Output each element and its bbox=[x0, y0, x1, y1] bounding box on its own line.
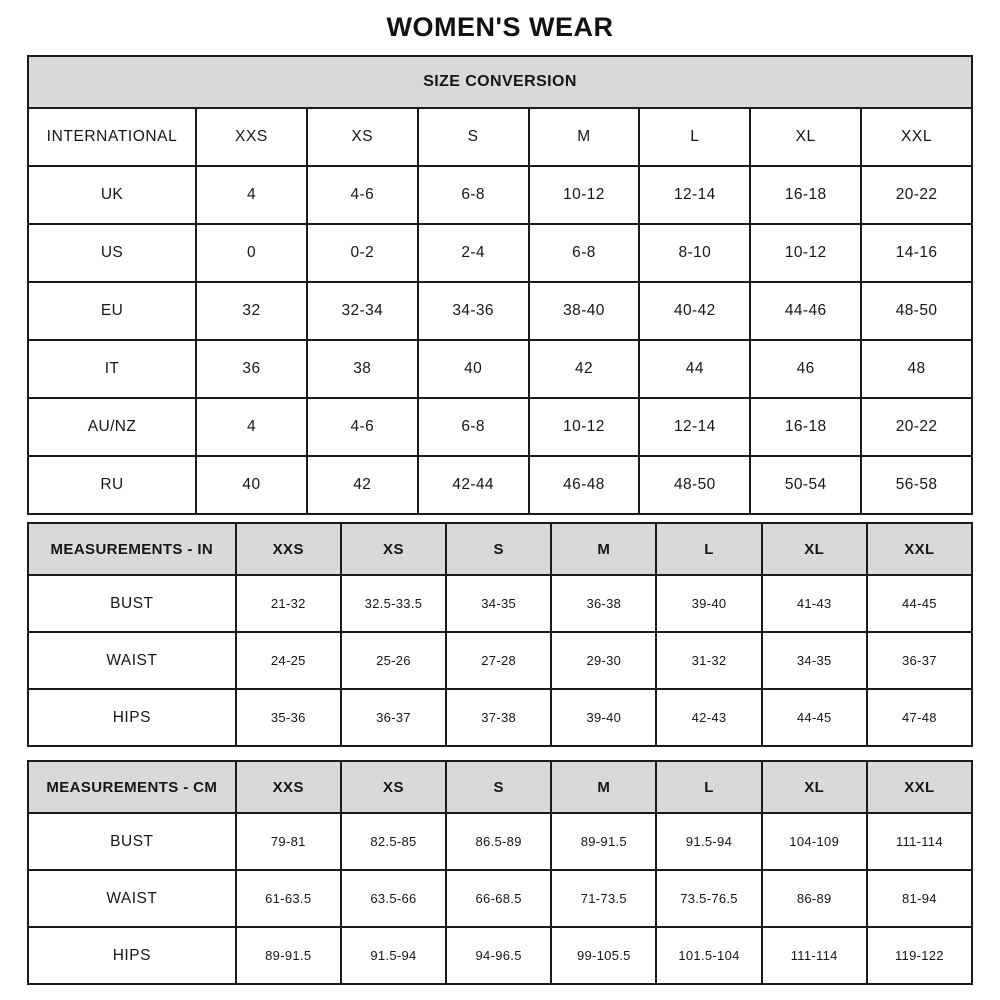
size-value: 42 bbox=[307, 456, 418, 514]
size-value: 20-22 bbox=[861, 166, 972, 224]
size-value: 44-46 bbox=[750, 282, 861, 340]
size-conversion-header: SIZE CONVERSION bbox=[28, 56, 972, 108]
measurement-value: 31-32 bbox=[656, 632, 761, 689]
measurement-value: 25-26 bbox=[341, 632, 446, 689]
size-value: 40 bbox=[418, 340, 529, 398]
measurements-in-table bbox=[27, 522, 973, 747]
column-header-xxs: XXS bbox=[236, 523, 341, 575]
row-label: WAIST bbox=[28, 632, 236, 689]
row-label: US bbox=[28, 224, 196, 282]
column-header-s: S bbox=[446, 523, 551, 575]
size-value: 38-40 bbox=[529, 282, 640, 340]
size-value: 44 bbox=[639, 340, 750, 398]
column-header-xxs: XXS bbox=[196, 108, 307, 166]
measurement-value: 89-91.5 bbox=[236, 927, 341, 984]
measurement-value: 47-48 bbox=[867, 689, 972, 746]
table-row-ru bbox=[28, 456, 972, 514]
measurement-value: 81-94 bbox=[867, 870, 972, 927]
table-row-aunz bbox=[28, 398, 972, 456]
measurement-value: 111-114 bbox=[867, 813, 972, 870]
size-value: 10-12 bbox=[750, 224, 861, 282]
measurement-value: 89-91.5 bbox=[551, 813, 656, 870]
measurement-value: 41-43 bbox=[762, 575, 867, 632]
size-value: 6-8 bbox=[418, 166, 529, 224]
column-header-xxl: XXL bbox=[867, 761, 972, 813]
measurement-value: 94-96.5 bbox=[446, 927, 551, 984]
page-title: WOMEN'S WEAR bbox=[386, 12, 614, 42]
measurement-value: 36-38 bbox=[551, 575, 656, 632]
column-header-xxl: XXL bbox=[861, 108, 972, 166]
measurement-value: 34-35 bbox=[446, 575, 551, 632]
size-value: 4-6 bbox=[307, 398, 418, 456]
measurement-value: 66-68.5 bbox=[446, 870, 551, 927]
table-row-waist bbox=[28, 632, 972, 689]
measurement-value: 35-36 bbox=[236, 689, 341, 746]
measurement-value: 36-37 bbox=[867, 632, 972, 689]
measurement-value: 91.5-94 bbox=[656, 813, 761, 870]
column-header-xl: XL bbox=[762, 523, 867, 575]
row-label: WAIST bbox=[28, 870, 236, 927]
size-value: 4-6 bbox=[307, 166, 418, 224]
column-header-row bbox=[28, 108, 972, 166]
row-label: EU bbox=[28, 282, 196, 340]
column-header-l: L bbox=[639, 108, 750, 166]
table-row-us bbox=[28, 224, 972, 282]
measurement-value: 111-114 bbox=[762, 927, 867, 984]
measurements-cm-header: MEASUREMENTS - CM bbox=[28, 761, 236, 813]
size-value: 10-12 bbox=[529, 166, 640, 224]
size-value: 32 bbox=[196, 282, 307, 340]
table-banner-row bbox=[28, 56, 972, 108]
measurement-value: 34-35 bbox=[762, 632, 867, 689]
size-value: 48-50 bbox=[639, 456, 750, 514]
size-value: 0-2 bbox=[307, 224, 418, 282]
column-header-xs: XS bbox=[307, 108, 418, 166]
measurement-value: 79-81 bbox=[236, 813, 341, 870]
column-header-row bbox=[28, 761, 972, 813]
size-value: 4 bbox=[196, 398, 307, 456]
size-value: 10-12 bbox=[529, 398, 640, 456]
size-value: 12-14 bbox=[639, 398, 750, 456]
column-header-row bbox=[28, 523, 972, 575]
size-value: 48 bbox=[861, 340, 972, 398]
column-header-s: S bbox=[418, 108, 529, 166]
measurement-value: 119-122 bbox=[867, 927, 972, 984]
measurement-value: 36-37 bbox=[341, 689, 446, 746]
measurement-value: 42-43 bbox=[656, 689, 761, 746]
size-value: 2-4 bbox=[418, 224, 529, 282]
size-value: 4 bbox=[196, 166, 307, 224]
measurement-value: 99-105.5 bbox=[551, 927, 656, 984]
row-label: BUST bbox=[28, 813, 236, 870]
measurement-value: 39-40 bbox=[551, 689, 656, 746]
size-value: 46-48 bbox=[529, 456, 640, 514]
size-value: 50-54 bbox=[750, 456, 861, 514]
table-row-eu bbox=[28, 282, 972, 340]
measurement-value: 27-28 bbox=[446, 632, 551, 689]
table-row-bust bbox=[28, 813, 972, 870]
measurement-value: 101.5-104 bbox=[656, 927, 761, 984]
column-header-m: M bbox=[551, 523, 656, 575]
size-conversion-table bbox=[27, 55, 973, 515]
size-value: 42-44 bbox=[418, 456, 529, 514]
size-value: 32-34 bbox=[307, 282, 418, 340]
column-header-xs: XS bbox=[341, 523, 446, 575]
size-value: 34-36 bbox=[418, 282, 529, 340]
table-row-uk bbox=[28, 166, 972, 224]
size-value: 8-10 bbox=[639, 224, 750, 282]
row-label: HIPS bbox=[28, 927, 236, 984]
table-row-bust bbox=[28, 575, 972, 632]
row-label: IT bbox=[28, 340, 196, 398]
column-header-international: INTERNATIONAL bbox=[28, 108, 196, 166]
row-label: UK bbox=[28, 166, 196, 224]
measurement-value: 104-109 bbox=[762, 813, 867, 870]
column-header-xxl: XXL bbox=[867, 523, 972, 575]
measurement-value: 37-38 bbox=[446, 689, 551, 746]
measurement-value: 24-25 bbox=[236, 632, 341, 689]
size-value: 20-22 bbox=[861, 398, 972, 456]
row-label: BUST bbox=[28, 575, 236, 632]
column-header-xl: XL bbox=[762, 761, 867, 813]
size-value: 16-18 bbox=[750, 398, 861, 456]
measurement-value: 44-45 bbox=[867, 575, 972, 632]
measurement-value: 21-32 bbox=[236, 575, 341, 632]
size-value: 46 bbox=[750, 340, 861, 398]
measurement-value: 29-30 bbox=[551, 632, 656, 689]
measurement-value: 44-45 bbox=[762, 689, 867, 746]
measurement-value: 86-89 bbox=[762, 870, 867, 927]
column-header-m: M bbox=[529, 108, 640, 166]
measurement-value: 86.5-89 bbox=[446, 813, 551, 870]
measurement-value: 32.5-33.5 bbox=[341, 575, 446, 632]
row-label: HIPS bbox=[28, 689, 236, 746]
measurement-value: 82.5-85 bbox=[341, 813, 446, 870]
table-row-hips bbox=[28, 927, 972, 984]
size-value: 16-18 bbox=[750, 166, 861, 224]
measurements-in-header: MEASUREMENTS - IN bbox=[28, 523, 236, 575]
size-value: 40-42 bbox=[639, 282, 750, 340]
column-header-xl: XL bbox=[750, 108, 861, 166]
size-value: 14-16 bbox=[861, 224, 972, 282]
column-header-s: S bbox=[446, 761, 551, 813]
size-value: 42 bbox=[529, 340, 640, 398]
size-value: 0 bbox=[196, 224, 307, 282]
size-value: 48-50 bbox=[861, 282, 972, 340]
table-row-waist bbox=[28, 870, 972, 927]
column-header-xs: XS bbox=[341, 761, 446, 813]
row-label: AU/NZ bbox=[28, 398, 196, 456]
measurements-cm-table bbox=[27, 760, 973, 985]
measurement-value: 91.5-94 bbox=[341, 927, 446, 984]
size-value: 56-58 bbox=[861, 456, 972, 514]
size-value: 38 bbox=[307, 340, 418, 398]
row-label: RU bbox=[28, 456, 196, 514]
table-row-hips bbox=[28, 689, 972, 746]
column-header-l: L bbox=[656, 761, 761, 813]
measurement-value: 71-73.5 bbox=[551, 870, 656, 927]
measurement-value: 39-40 bbox=[656, 575, 761, 632]
size-value: 36 bbox=[196, 340, 307, 398]
size-value: 6-8 bbox=[418, 398, 529, 456]
column-header-m: M bbox=[551, 761, 656, 813]
column-header-xxs: XXS bbox=[236, 761, 341, 813]
size-value: 6-8 bbox=[529, 224, 640, 282]
measurement-value: 61-63.5 bbox=[236, 870, 341, 927]
table-row-it bbox=[28, 340, 972, 398]
column-header-l: L bbox=[656, 523, 761, 575]
size-value: 40 bbox=[196, 456, 307, 514]
size-value: 12-14 bbox=[639, 166, 750, 224]
measurement-value: 63.5-66 bbox=[341, 870, 446, 927]
measurement-value: 73.5-76.5 bbox=[656, 870, 761, 927]
